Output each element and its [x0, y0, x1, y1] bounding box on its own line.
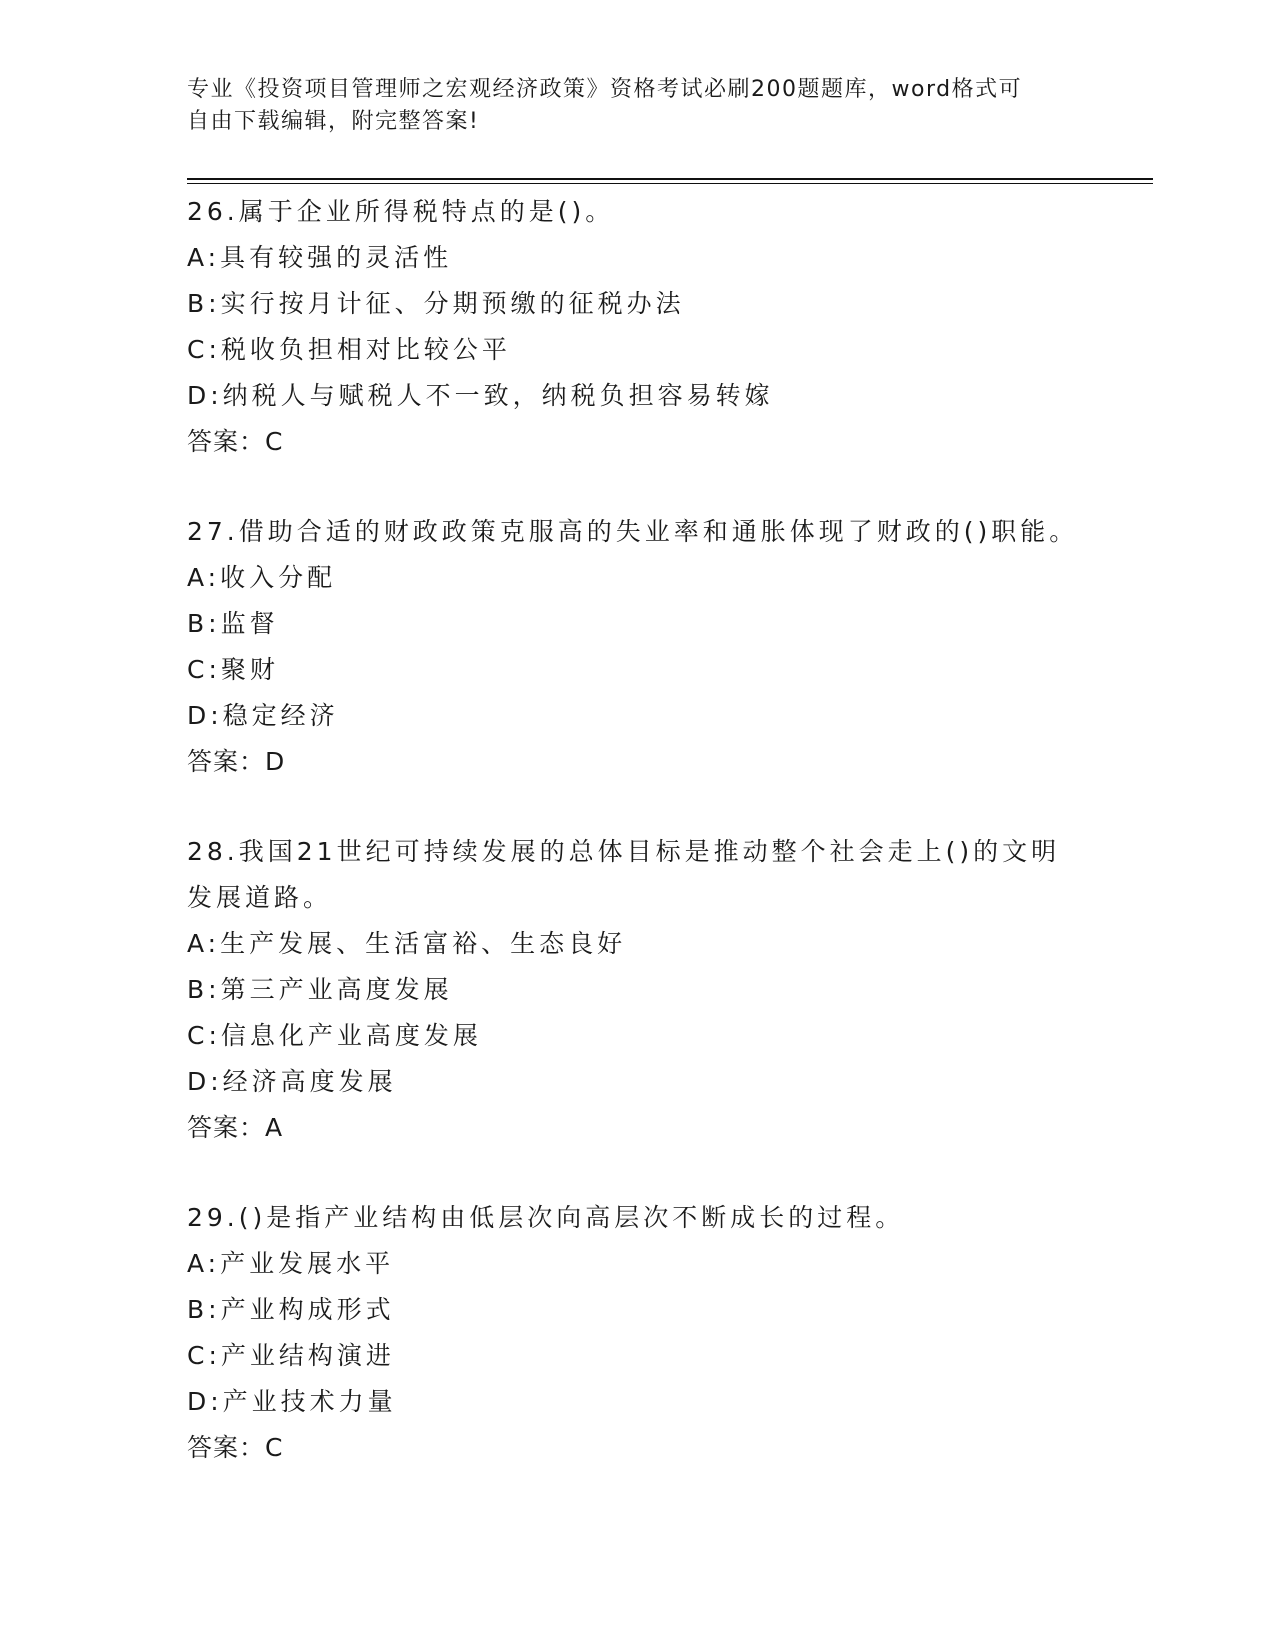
question-stem: 27.借助合适的财政政策克服高的失业率和通胀体现了财政的()职能。 [187, 517, 1079, 546]
option-d: D:产业技术力量 [187, 1387, 397, 1416]
question-26 [187, 189, 1087, 465]
option-d: D:纳税人与赋税人不一致，纳税负担容易转嫁 [187, 381, 774, 410]
option-c: C:产业结构演进 [187, 1341, 395, 1370]
question-27 [187, 509, 1087, 785]
option-b: B:产业构成形式 [187, 1295, 395, 1324]
question-29 [187, 1195, 1087, 1471]
option-d: D:稳定经济 [187, 701, 339, 730]
option-d: D:经济高度发展 [187, 1067, 397, 1096]
option-b: B:第三产业高度发展 [187, 975, 453, 1004]
question-stem: 26.属于企业所得税特点的是()。 [187, 197, 615, 226]
question-stem-continued: 发展道路。 [187, 883, 333, 912]
document-header [187, 74, 1087, 138]
option-b: B:实行按月计征、分期预缴的征税办法 [187, 289, 685, 318]
option-a: A:生产发展、生活富裕、生态良好 [187, 929, 627, 958]
option-a: A:具有较强的灵活性 [187, 243, 453, 272]
answer-line: 答案：C [187, 1433, 284, 1462]
answer-line: 答案：D [187, 747, 286, 776]
header-line-1: 专业《投资项目管理师之宏观经济政策》资格考试必刷200题题库，word格式可 [187, 77, 1023, 102]
question-stem: 29.()是指产业结构由低层次向高层次不断成长的过程。 [187, 1203, 905, 1232]
option-a: A:产业发展水平 [187, 1249, 395, 1278]
option-c: C:信息化产业高度发展 [187, 1021, 482, 1050]
option-b: B:监督 [187, 609, 279, 638]
header-divider-thin [187, 183, 1153, 184]
header-divider-thick [187, 178, 1153, 180]
option-c: C:税收负担相对比较公平 [187, 335, 511, 364]
header-line-2: 自由下载编辑，附完整答案! [187, 109, 480, 134]
question-28 [187, 829, 1087, 1151]
answer-line: 答案：A [187, 1113, 284, 1142]
answer-line: 答案：C [187, 427, 284, 456]
question-stem: 28.我国21世纪可持续发展的总体目标是推动整个社会走上()的文明 [187, 837, 1061, 866]
option-a: A:收入分配 [187, 563, 337, 592]
option-c: C:聚财 [187, 655, 279, 684]
